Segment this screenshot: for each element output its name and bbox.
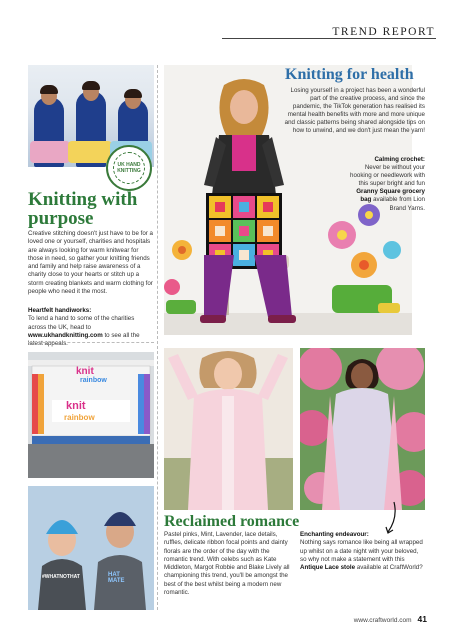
stall-sign-rainbow: rainbow: [80, 377, 107, 384]
ukhandknitting-link[interactable]: www.ukhandknitting.com: [28, 331, 103, 339]
header-rule: [222, 38, 436, 39]
reclaimed-romance-title: Reclaimed romance: [164, 513, 300, 530]
page-number: 41: [417, 614, 427, 624]
cardigan-illustration: [164, 348, 293, 510]
knitting-purpose-body: Creative stitching doesn't just have to be for a loved one or yourself, charities and hospitals are always looking for warm knitwear for those in need, so gather your knitting friends and family and help raise awareness of a charity close to your hearts or stitch up a storm creating blankets and warm clothing for people who need it the most.: [28, 230, 154, 296]
shirt-hat-mate: HAT MATE: [108, 572, 125, 584]
hats-illustration: [28, 486, 154, 610]
uk-hand-knitting-badge: [106, 145, 152, 191]
stall-banner-rainbow: rainbow: [64, 413, 95, 422]
volunteer-hair: [82, 81, 100, 90]
calming-crochet-caption: [349, 156, 425, 213]
knitting-health-body: Losing yourself in a project has been a wonderful part of the creative process, and since the pandemic, the TikTok generation has realised its mental health benefits with more and more unique and classic patterns being shared alongside tips on how to unwind, and we don't just mean the yarn!: [284, 87, 425, 135]
enchanting-endeavour-text: Nothing says romance like being all wrapped up whilst on a date night with your beloved, so why not make a statement with this: [300, 539, 423, 563]
knitwear-pile: [68, 141, 112, 163]
stall-banner-top: knit: [66, 400, 86, 412]
stall-sign-top: knit: [76, 366, 94, 377]
heartfelt-handiworks-text: To lend a hand to some of the charities across the UK, head to: [28, 315, 135, 331]
calming-crochet-title: Calming crochet:: [374, 156, 425, 163]
shirt-hashtag: #WHATNOTHAT: [42, 574, 80, 580]
heartfelt-handiworks-title: Heartfelt handiworks:: [28, 307, 92, 314]
beanie-hats-photo: [28, 486, 154, 610]
page-footer: [354, 614, 427, 624]
knitting-health-title: Knitting for health: [285, 66, 414, 83]
enchanting-endeavour-tail: available at CraftWorld?: [356, 564, 423, 572]
antique-lace-stole-product: Antique Lace stole: [300, 564, 356, 572]
reclaimed-romance-body: Pastel pinks, Mint, Lavender, lace details, ruffles, delicate ribbon focal points and dainty florals are the order of the day with the romantic trend. With celebs such as Kate Middleton, Margot Robbie and Blake Lively all championing this trend, you'll be amongst the best of the best whilst being a modern new romantic.: [164, 531, 290, 597]
knit-rainbow-stall-photo: [28, 352, 154, 478]
column-divider: [157, 65, 158, 610]
enchanting-endeavour-caption: [300, 531, 425, 572]
pink-cardigan-photo: [164, 348, 293, 510]
knitwear-pile: [30, 141, 70, 163]
badge-text: UK HAND KNITTING: [113, 152, 145, 184]
footer-url: www.craftworld.com: [353, 617, 412, 624]
calming-crochet-tail: available from Lion Brand Yarns.: [373, 196, 425, 212]
knitting-purpose-title: Knitting with purpose: [28, 189, 138, 229]
section-header: TREND REPORT: [332, 26, 435, 38]
volunteer-hair: [124, 89, 142, 98]
lace-stole-photo: [300, 348, 425, 510]
curved-arrow-icon: [384, 500, 400, 536]
heartfelt-handiworks-tail: to see all the latest appeals.: [28, 331, 140, 348]
volunteer-hair: [40, 85, 58, 94]
granny-square-product: Granny Square grocery bag: [356, 188, 425, 204]
stole-illustration: [300, 348, 425, 510]
enchanting-endeavour-title: Enchanting endeavour:: [300, 531, 369, 538]
calming-crochet-text: Never be without your hooking or needlework with this super bright and fun: [350, 164, 425, 188]
section-divider: [28, 342, 154, 343]
